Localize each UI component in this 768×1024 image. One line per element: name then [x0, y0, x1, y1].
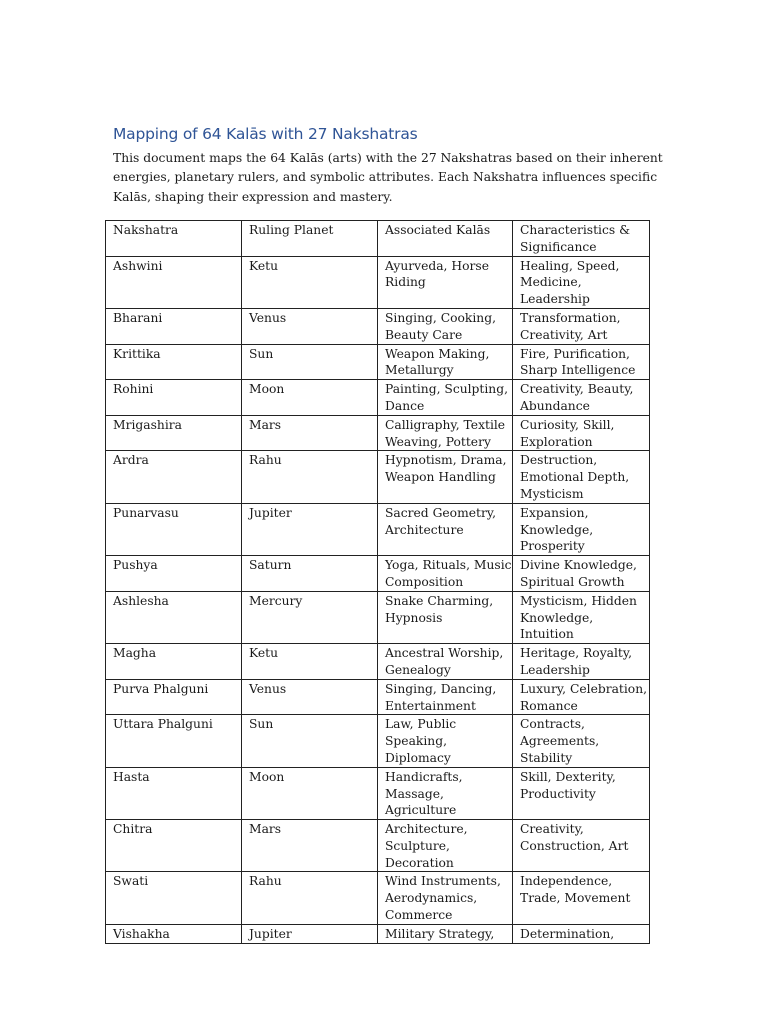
cell-text-line: Characteristics & — [520, 223, 631, 237]
cell-text-line: Nakshatra — [113, 223, 179, 237]
cell-text-line: Military Strategy, — [385, 926, 495, 941]
cell-text-line: Calligraphy, Textile — [385, 417, 506, 432]
cell-text-line: Creativity, Beauty, — [520, 382, 634, 397]
cell-text-line: Hasta — [113, 769, 150, 784]
cell-text-line: Agriculture — [385, 803, 457, 818]
cell-text-line: Knowledge, — [520, 610, 594, 625]
cell-text-line: Medicine, — [520, 275, 582, 290]
cell-associated-kalas — [378, 380, 513, 416]
cell-characteristics — [513, 591, 650, 643]
cell-text-line: Intuition — [520, 627, 574, 642]
cell-text-line: Sun — [249, 717, 274, 732]
cell-text-line: Luxury, Celebration, — [520, 681, 648, 696]
table-row — [106, 767, 650, 819]
cell-text-line: Leadership — [520, 662, 590, 677]
table-row — [106, 820, 650, 872]
cell-text-line: Stability — [520, 750, 573, 765]
cell-text-line: Trade, Movement — [520, 891, 631, 906]
cell-characteristics — [513, 556, 650, 592]
cell-associated-kalas — [378, 767, 513, 819]
cell-text-line: Law, Public — [385, 717, 457, 732]
cell-ruling-planet — [242, 644, 378, 680]
cell-text-line: Emotional Depth, — [520, 470, 630, 485]
cell-text-line: Painting, Sculpting, — [385, 382, 508, 397]
cell-text-line: Exploration — [520, 434, 593, 449]
cell-nakshatra — [106, 767, 242, 819]
cell-text-line: Venus — [249, 310, 287, 325]
cell-text-line: Composition — [385, 574, 464, 589]
cell-text-line: Krittika — [113, 346, 161, 361]
cell-characteristics — [513, 924, 650, 943]
cell-text-line: Genealogy — [385, 662, 451, 677]
cell-ruling-planet — [242, 380, 378, 416]
cell-text-line: Pushya — [113, 558, 158, 573]
cell-ruling-planet — [242, 451, 378, 503]
cell-characteristics — [513, 872, 650, 924]
cell-text-line: Ancestral Worship, — [385, 646, 504, 661]
cell-nakshatra — [106, 415, 242, 451]
cell-text-line: Dance — [385, 398, 425, 413]
cell-characteristics — [513, 503, 650, 555]
cell-associated-kalas — [378, 872, 513, 924]
cell-text-line: Beauty Care — [385, 327, 463, 342]
cell-associated-kalas — [378, 715, 513, 767]
cell-nakshatra — [106, 344, 242, 380]
cell-text-line: Rahu — [249, 453, 282, 468]
cell-ruling-planet — [242, 924, 378, 943]
cell-text-line: Handicrafts, — [385, 769, 463, 784]
cell-text-line: Architecture — [385, 522, 464, 537]
cell-text-line: Aerodynamics, — [385, 891, 478, 906]
cell-text-line: Significance — [520, 239, 597, 254]
cell-nakshatra — [106, 591, 242, 643]
cell-text-line: Sun — [249, 346, 274, 361]
cell-text-line: Heritage, Royalty, — [520, 646, 633, 661]
cell-nakshatra — [106, 679, 242, 715]
cell-characteristics — [513, 256, 650, 308]
table-row — [106, 308, 650, 344]
cell-ruling-planet — [242, 767, 378, 819]
cell-text-line: Snake Charming, — [385, 593, 494, 608]
cell-text-line: Chitra — [113, 822, 153, 837]
cell-nakshatra — [106, 715, 242, 767]
cell-characteristics — [513, 715, 650, 767]
cell-text-line: Prosperity — [520, 539, 585, 554]
cell-text-line: Punarvasu — [113, 505, 179, 520]
cell-ruling-planet — [242, 221, 378, 257]
cell-text-line: Ruling Planet — [249, 223, 334, 237]
cell-text-line: Yoga, Rituals, Music — [385, 558, 512, 573]
cell-text-line: Independence, — [520, 874, 613, 889]
table-row — [106, 644, 650, 680]
cell-text-line: Magha — [113, 646, 157, 661]
cell-characteristics — [513, 679, 650, 715]
cell-text-line: Swati — [113, 874, 149, 889]
cell-text-line: Fire, Purification, — [520, 346, 630, 361]
cell-associated-kalas — [378, 503, 513, 555]
cell-text-line: Singing, Dancing, — [385, 681, 497, 696]
cell-text-line: Ashlesha — [113, 593, 169, 608]
cell-ruling-planet — [242, 256, 378, 308]
cell-ruling-planet — [242, 591, 378, 643]
cell-ruling-planet — [242, 820, 378, 872]
cell-text-line: Determination, — [520, 926, 615, 941]
cell-nakshatra — [106, 451, 242, 503]
table-row — [106, 872, 650, 924]
cell-ruling-planet — [242, 556, 378, 592]
cell-nakshatra — [106, 256, 242, 308]
cell-text-line: Weapon Handling — [385, 470, 496, 485]
cell-text-line: Jupiter — [249, 926, 292, 941]
cell-text-line: Ayurveda, Horse — [385, 258, 489, 273]
cell-text-line: Weaving, Pottery — [385, 434, 491, 449]
cell-text-line: Purva Phalguni — [113, 681, 209, 696]
table-row — [106, 556, 650, 592]
cell-text-line: Saturn — [249, 558, 292, 573]
cell-text-line: Wind Instruments, — [385, 874, 501, 889]
cell-text-line: Contracts, — [520, 717, 585, 732]
cell-text-line: Ketu — [249, 258, 278, 273]
cell-associated-kalas — [378, 591, 513, 643]
cell-text-line: Entertainment — [385, 698, 476, 713]
table-row — [106, 451, 650, 503]
cell-text-line: Knowledge, — [520, 522, 594, 537]
cell-text-line: Mysticism — [520, 486, 584, 501]
cell-text-line: Construction, Art — [520, 838, 629, 853]
cell-text-line: Divine Knowledge, — [520, 558, 637, 573]
cell-text-line: Mars — [249, 822, 282, 837]
cell-text-line: Moon — [249, 382, 285, 397]
intro-paragraph — [113, 149, 663, 207]
cell-nakshatra — [106, 308, 242, 344]
cell-nakshatra — [106, 221, 242, 257]
cell-characteristics — [513, 415, 650, 451]
table-row — [106, 503, 650, 555]
cell-associated-kalas — [378, 344, 513, 380]
cell-text-line: Commerce — [385, 908, 453, 923]
cell-characteristics — [513, 344, 650, 380]
cell-text-line: Ketu — [249, 646, 278, 661]
table-row — [106, 715, 650, 767]
intro-line: This document maps the 64 Kalās (arts) with the 27 Nakshatras based on their inherent — [113, 151, 663, 165]
cell-text-line: Ashwini — [113, 258, 163, 273]
cell-associated-kalas — [378, 256, 513, 308]
cell-text-line: Vishakha — [113, 926, 170, 941]
intro-line: energies, planetary rulers, and symbolic attributes. Each Nakshatra influences specific — [113, 170, 658, 185]
cell-text-line: Healing, Speed, — [520, 258, 620, 273]
cell-nakshatra — [106, 556, 242, 592]
cell-associated-kalas — [378, 308, 513, 344]
cell-text-line: Abundance — [520, 398, 590, 413]
cell-text-line: Uttara Phalguni — [113, 717, 213, 732]
cell-associated-kalas — [378, 924, 513, 943]
table-row — [106, 256, 650, 308]
cell-text-line: Sharp Intelligence — [520, 363, 636, 378]
cell-associated-kalas — [378, 679, 513, 715]
cell-text-line: Rohini — [113, 382, 154, 397]
cell-text-line: Bharani — [113, 310, 163, 325]
cell-text-line: Ardra — [113, 453, 149, 468]
cell-text-line: Associated Kalās — [385, 223, 491, 237]
cell-text-line: Architecture, — [385, 822, 468, 837]
intro-line: Kalās, shaping their expression and mastery. — [113, 189, 393, 204]
cell-text-line: Rahu — [249, 874, 282, 889]
cell-text-line: Destruction, — [520, 453, 598, 468]
cell-characteristics — [513, 767, 650, 819]
cell-text-line: Venus — [249, 681, 287, 696]
cell-characteristics — [513, 221, 650, 257]
cell-text-line: Singing, Cooking, — [385, 310, 496, 325]
cell-ruling-planet — [242, 415, 378, 451]
cell-text-line: Productivity — [520, 786, 596, 801]
cell-text-line: Transformation, — [520, 310, 621, 325]
table-row — [106, 415, 650, 451]
cell-nakshatra — [106, 380, 242, 416]
table-row — [106, 591, 650, 643]
cell-text-line: Agreements, — [520, 734, 600, 749]
cell-text-line: Sacred Geometry, — [385, 505, 497, 520]
cell-ruling-planet — [242, 503, 378, 555]
cell-nakshatra — [106, 503, 242, 555]
cell-nakshatra — [106, 872, 242, 924]
table-row — [106, 344, 650, 380]
cell-text-line: Moon — [249, 769, 285, 784]
cell-text-line: Expansion, — [520, 505, 589, 520]
cell-text-line: Speaking, — [385, 734, 447, 749]
cell-text-line: Massage, — [385, 786, 444, 801]
cell-text-line: Skill, Dexterity, — [520, 769, 616, 784]
cell-text-line: Decoration — [385, 855, 454, 870]
cell-associated-kalas — [378, 820, 513, 872]
cell-characteristics — [513, 380, 650, 416]
cell-associated-kalas — [378, 415, 513, 451]
document-title: Mapping of 64 Kalās with 27 Nakshatras — [113, 125, 418, 143]
cell-ruling-planet — [242, 872, 378, 924]
cell-text-line: Creativity, Art — [520, 327, 608, 342]
cell-nakshatra — [106, 924, 242, 943]
cell-text-line: Diplomacy — [385, 750, 451, 765]
table-row — [106, 679, 650, 715]
cell-associated-kalas — [378, 221, 513, 257]
cell-text-line: Spiritual Growth — [520, 574, 625, 589]
table-row — [106, 380, 650, 416]
cell-associated-kalas — [378, 644, 513, 680]
cell-characteristics — [513, 451, 650, 503]
cell-text-line: Curiosity, Skill, — [520, 417, 615, 432]
cell-ruling-planet — [242, 308, 378, 344]
cell-associated-kalas — [378, 451, 513, 503]
table-header-row — [106, 221, 650, 257]
cell-ruling-planet — [242, 679, 378, 715]
cell-ruling-planet — [242, 344, 378, 380]
cell-characteristics — [513, 820, 650, 872]
cell-text-line: Mars — [249, 417, 282, 432]
cell-text-line: Leadership — [520, 292, 590, 307]
cell-text-line: Weapon Making, — [385, 346, 490, 361]
cell-text-line: Sculpture, — [385, 838, 450, 853]
cell-text-line: Creativity, — [520, 822, 584, 837]
cell-characteristics — [513, 644, 650, 680]
cell-nakshatra — [106, 644, 242, 680]
cell-associated-kalas — [378, 556, 513, 592]
cell-text-line: Romance — [520, 698, 578, 713]
cell-text-line: Riding — [385, 275, 426, 290]
cell-text-line: Jupiter — [249, 505, 292, 520]
cell-ruling-planet — [242, 715, 378, 767]
cell-nakshatra — [106, 820, 242, 872]
cell-characteristics — [513, 308, 650, 344]
cell-text-line: Hypnosis — [385, 610, 443, 625]
cell-text-line: Mysticism, Hidden — [520, 593, 637, 608]
table-row — [106, 924, 650, 943]
nakshatra-kala-table — [105, 220, 650, 944]
cell-text-line: Mercury — [249, 593, 303, 608]
cell-text-line: Hypnotism, Drama, — [385, 453, 507, 468]
cell-text-line: Metallurgy — [385, 363, 454, 378]
cell-text-line: Mrigashira — [113, 417, 182, 432]
